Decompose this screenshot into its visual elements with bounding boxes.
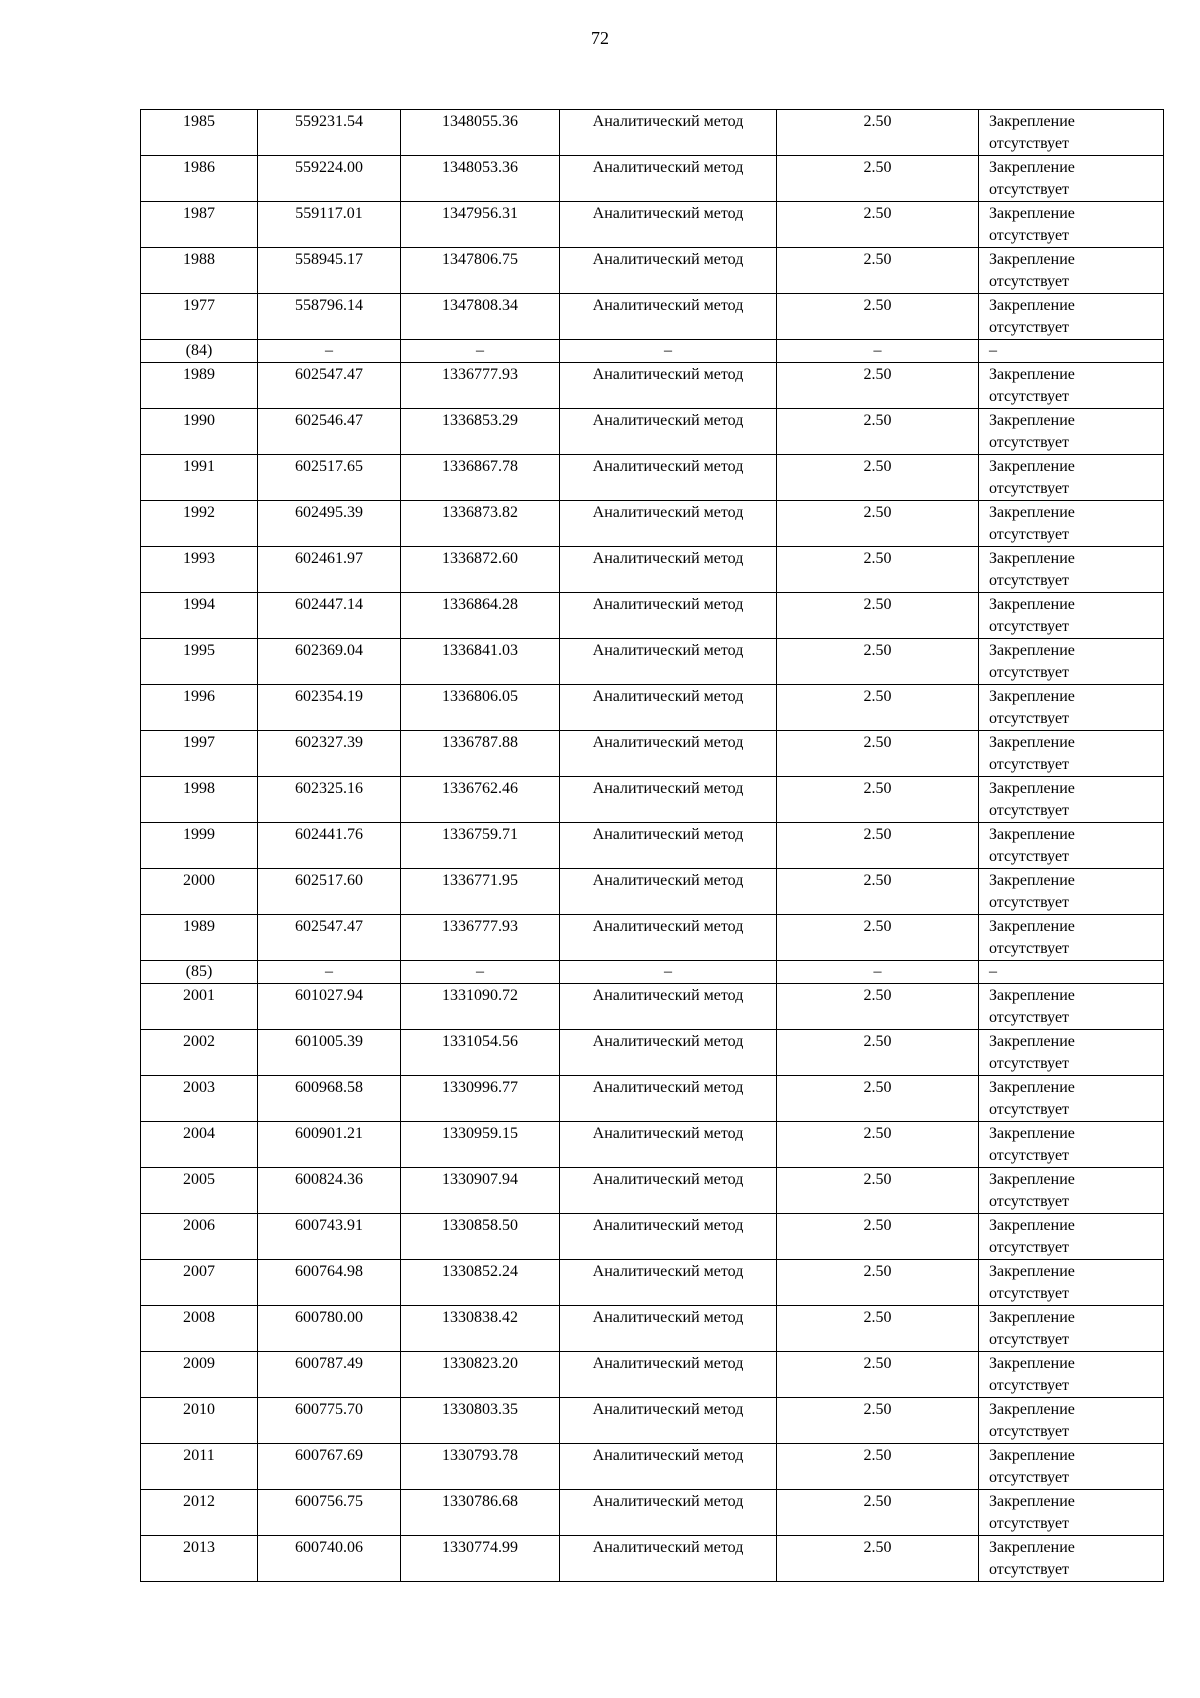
accuracy-cell: 2.50 xyxy=(777,1168,979,1214)
table-row xyxy=(141,294,1164,340)
y-coordinate-cell: 1330774.99 xyxy=(401,1536,560,1582)
method-cell: Аналитический метод xyxy=(560,1536,777,1582)
accuracy-cell: 2.50 xyxy=(777,731,979,777)
fixing-cell: Закрепление отсутствует xyxy=(979,1168,1164,1214)
point-number-cell: 2003 xyxy=(141,1076,258,1122)
point-number-cell: 1993 xyxy=(141,547,258,593)
x-coordinate-cell: 600780.00 xyxy=(258,1306,401,1352)
x-coordinate-cell: 558945.17 xyxy=(258,248,401,294)
accuracy-cell: 2.50 xyxy=(777,294,979,340)
x-coordinate-cell: 602325.16 xyxy=(258,777,401,823)
table-row xyxy=(141,1260,1164,1306)
fixing-cell: Закрепление отсутствует xyxy=(979,984,1164,1030)
accuracy-cell: 2.50 xyxy=(777,1030,979,1076)
accuracy-cell: 2.50 xyxy=(777,501,979,547)
method-cell: Аналитический метод xyxy=(560,501,777,547)
x-coordinate-cell: 602546.47 xyxy=(258,409,401,455)
method-cell: Аналитический метод xyxy=(560,777,777,823)
table-row xyxy=(141,1214,1164,1260)
point-number-cell: 1991 xyxy=(141,455,258,501)
y-coordinate-cell: 1336841.03 xyxy=(401,639,560,685)
y-coordinate-cell: 1330858.50 xyxy=(401,1214,560,1260)
point-number-cell: 1997 xyxy=(141,731,258,777)
fixing-cell: Закрепление отсутствует xyxy=(979,1260,1164,1306)
y-coordinate-cell: 1330786.68 xyxy=(401,1490,560,1536)
point-number-cell: 2002 xyxy=(141,1030,258,1076)
point-number-cell: 1999 xyxy=(141,823,258,869)
table-row xyxy=(141,547,1164,593)
accuracy-cell: 2.50 xyxy=(777,1260,979,1306)
method-cell: Аналитический метод xyxy=(560,1076,777,1122)
accuracy-cell: 2.50 xyxy=(777,639,979,685)
coordinates-table-body xyxy=(141,110,1164,1582)
accuracy-cell: 2.50 xyxy=(777,1536,979,1582)
fixing-cell: Закрепление отсутствует xyxy=(979,1490,1164,1536)
fixing-cell: Закрепление отсутствует xyxy=(979,501,1164,547)
accuracy-cell: 2.50 xyxy=(777,1490,979,1536)
y-coordinate-cell: 1330838.42 xyxy=(401,1306,560,1352)
table-row xyxy=(141,1352,1164,1398)
point-number-cell: 2001 xyxy=(141,984,258,1030)
fixing-cell: Закрепление отсутствует xyxy=(979,777,1164,823)
table-row xyxy=(141,639,1164,685)
method-cell: Аналитический метод xyxy=(560,915,777,961)
x-coordinate-cell: 602517.60 xyxy=(258,869,401,915)
x-coordinate-cell: 558796.14 xyxy=(258,294,401,340)
fixing-cell: Закрепление отсутствует xyxy=(979,1076,1164,1122)
accuracy-cell: 2.50 xyxy=(777,363,979,409)
accuracy-cell: 2.50 xyxy=(777,547,979,593)
fixing-cell: Закрепление отсутствует xyxy=(979,1122,1164,1168)
accuracy-cell: – xyxy=(777,961,979,984)
y-coordinate-cell: 1336873.82 xyxy=(401,501,560,547)
method-cell: Аналитический метод xyxy=(560,1352,777,1398)
fixing-cell: Закрепление отсутствует xyxy=(979,156,1164,202)
y-coordinate-cell: 1336777.93 xyxy=(401,363,560,409)
point-number-cell: 1977 xyxy=(141,294,258,340)
method-cell: Аналитический метод xyxy=(560,409,777,455)
y-coordinate-cell: 1330959.15 xyxy=(401,1122,560,1168)
fixing-cell: Закрепление отсутствует xyxy=(979,685,1164,731)
method-cell: Аналитический метод xyxy=(560,823,777,869)
point-number-cell: 1985 xyxy=(141,110,258,156)
fixing-cell: – xyxy=(979,340,1164,363)
x-coordinate-cell: 600767.69 xyxy=(258,1444,401,1490)
method-cell: Аналитический метод xyxy=(560,202,777,248)
point-number-cell: 1990 xyxy=(141,409,258,455)
x-coordinate-cell: 600901.21 xyxy=(258,1122,401,1168)
y-coordinate-cell: 1347808.34 xyxy=(401,294,560,340)
table-row xyxy=(141,1490,1164,1536)
method-cell: Аналитический метод xyxy=(560,1398,777,1444)
table-row xyxy=(141,1076,1164,1122)
accuracy-cell: 2.50 xyxy=(777,110,979,156)
table-row xyxy=(141,915,1164,961)
method-cell: Аналитический метод xyxy=(560,685,777,731)
point-number-cell: 2013 xyxy=(141,1536,258,1582)
x-coordinate-cell: 559117.01 xyxy=(258,202,401,248)
y-coordinate-cell: 1330793.78 xyxy=(401,1444,560,1490)
y-coordinate-cell: 1331090.72 xyxy=(401,984,560,1030)
accuracy-cell: 2.50 xyxy=(777,455,979,501)
coordinates-table xyxy=(140,109,1164,1582)
x-coordinate-cell: 602461.97 xyxy=(258,547,401,593)
y-coordinate-cell: 1336806.05 xyxy=(401,685,560,731)
method-cell: Аналитический метод xyxy=(560,1260,777,1306)
table-row xyxy=(141,455,1164,501)
point-number-cell: 2004 xyxy=(141,1122,258,1168)
x-coordinate-cell: 600756.75 xyxy=(258,1490,401,1536)
point-number-cell: 1987 xyxy=(141,202,258,248)
contour-separator-row xyxy=(141,961,1164,984)
method-cell: Аналитический метод xyxy=(560,731,777,777)
fixing-cell: Закрепление отсутствует xyxy=(979,202,1164,248)
fixing-cell: Закрепление отсутствует xyxy=(979,639,1164,685)
x-coordinate-cell: 600824.36 xyxy=(258,1168,401,1214)
point-number-cell: 2011 xyxy=(141,1444,258,1490)
accuracy-cell: 2.50 xyxy=(777,1214,979,1260)
table-row xyxy=(141,202,1164,248)
accuracy-cell: 2.50 xyxy=(777,869,979,915)
method-cell: Аналитический метод xyxy=(560,455,777,501)
y-coordinate-cell: 1336777.93 xyxy=(401,915,560,961)
method-cell: – xyxy=(560,961,777,984)
table-row xyxy=(141,156,1164,202)
point-number-cell: 1995 xyxy=(141,639,258,685)
table-row xyxy=(141,1122,1164,1168)
method-cell: Аналитический метод xyxy=(560,1030,777,1076)
table-row xyxy=(141,363,1164,409)
page-number: 72 xyxy=(591,28,609,48)
fixing-cell: Закрепление отсутствует xyxy=(979,1306,1164,1352)
table-row xyxy=(141,869,1164,915)
table-row xyxy=(141,110,1164,156)
fixing-cell: Закрепление отсутствует xyxy=(979,1398,1164,1444)
accuracy-cell: 2.50 xyxy=(777,1306,979,1352)
y-coordinate-cell: 1336787.88 xyxy=(401,731,560,777)
x-coordinate-cell: 601005.39 xyxy=(258,1030,401,1076)
method-cell: Аналитический метод xyxy=(560,639,777,685)
method-cell: Аналитический метод xyxy=(560,1490,777,1536)
method-cell: Аналитический метод xyxy=(560,547,777,593)
x-coordinate-cell: 600775.70 xyxy=(258,1398,401,1444)
y-coordinate-cell: – xyxy=(401,961,560,984)
table-row xyxy=(141,685,1164,731)
fixing-cell: Закрепление отсутствует xyxy=(979,593,1164,639)
fixing-cell: Закрепление отсутствует xyxy=(979,455,1164,501)
accuracy-cell: 2.50 xyxy=(777,685,979,731)
table-row xyxy=(141,777,1164,823)
method-cell: Аналитический метод xyxy=(560,1122,777,1168)
point-number-cell: 2005 xyxy=(141,1168,258,1214)
y-coordinate-cell: 1330852.24 xyxy=(401,1260,560,1306)
accuracy-cell: 2.50 xyxy=(777,202,979,248)
fixing-cell: Закрепление отсутствует xyxy=(979,823,1164,869)
accuracy-cell: 2.50 xyxy=(777,1122,979,1168)
accuracy-cell: – xyxy=(777,340,979,363)
point-number-cell: 2000 xyxy=(141,869,258,915)
fixing-cell: Закрепление отсутствует xyxy=(979,869,1164,915)
point-number-cell: (85) xyxy=(141,961,258,984)
x-coordinate-cell: 602354.19 xyxy=(258,685,401,731)
point-number-cell: 1989 xyxy=(141,915,258,961)
fixing-cell: Закрепление отсутствует xyxy=(979,363,1164,409)
accuracy-cell: 2.50 xyxy=(777,915,979,961)
point-number-cell: 2010 xyxy=(141,1398,258,1444)
x-coordinate-cell: 601027.94 xyxy=(258,984,401,1030)
fixing-cell: Закрепление отсутствует xyxy=(979,731,1164,777)
x-coordinate-cell: 600787.49 xyxy=(258,1352,401,1398)
x-coordinate-cell: 602369.04 xyxy=(258,639,401,685)
method-cell: Аналитический метод xyxy=(560,294,777,340)
y-coordinate-cell: 1348053.36 xyxy=(401,156,560,202)
accuracy-cell: 2.50 xyxy=(777,1076,979,1122)
table-row xyxy=(141,409,1164,455)
method-cell: – xyxy=(560,340,777,363)
accuracy-cell: 2.50 xyxy=(777,777,979,823)
table-row xyxy=(141,1168,1164,1214)
table-row xyxy=(141,731,1164,777)
point-number-cell: 1992 xyxy=(141,501,258,547)
accuracy-cell: 2.50 xyxy=(777,1352,979,1398)
y-coordinate-cell: 1336762.46 xyxy=(401,777,560,823)
point-number-cell: 2012 xyxy=(141,1490,258,1536)
point-number-cell: 1994 xyxy=(141,593,258,639)
method-cell: Аналитический метод xyxy=(560,1306,777,1352)
y-coordinate-cell: 1348055.36 xyxy=(401,110,560,156)
method-cell: Аналитический метод xyxy=(560,363,777,409)
y-coordinate-cell: – xyxy=(401,340,560,363)
table-row xyxy=(141,984,1164,1030)
x-coordinate-cell: 559224.00 xyxy=(258,156,401,202)
fixing-cell: Закрепление отсутствует xyxy=(979,110,1164,156)
y-coordinate-cell: 1336867.78 xyxy=(401,455,560,501)
x-coordinate-cell: 600968.58 xyxy=(258,1076,401,1122)
accuracy-cell: 2.50 xyxy=(777,1398,979,1444)
x-coordinate-cell: 600764.98 xyxy=(258,1260,401,1306)
y-coordinate-cell: 1330907.94 xyxy=(401,1168,560,1214)
point-number-cell: 2008 xyxy=(141,1306,258,1352)
accuracy-cell: 2.50 xyxy=(777,1444,979,1490)
y-coordinate-cell: 1347956.31 xyxy=(401,202,560,248)
accuracy-cell: 2.50 xyxy=(777,409,979,455)
y-coordinate-cell: 1336853.29 xyxy=(401,409,560,455)
table-row xyxy=(141,1306,1164,1352)
table-row xyxy=(141,248,1164,294)
accuracy-cell: 2.50 xyxy=(777,823,979,869)
method-cell: Аналитический метод xyxy=(560,1214,777,1260)
x-coordinate-cell: 602547.47 xyxy=(258,363,401,409)
fixing-cell: – xyxy=(979,961,1164,984)
fixing-cell: Закрепление отсутствует xyxy=(979,1536,1164,1582)
table-row xyxy=(141,823,1164,869)
point-number-cell: 2007 xyxy=(141,1260,258,1306)
x-coordinate-cell: 600743.91 xyxy=(258,1214,401,1260)
table-row xyxy=(141,1030,1164,1076)
point-number-cell: (84) xyxy=(141,340,258,363)
point-number-cell: 2009 xyxy=(141,1352,258,1398)
method-cell: Аналитический метод xyxy=(560,110,777,156)
point-number-cell: 2006 xyxy=(141,1214,258,1260)
fixing-cell: Закрепление отсутствует xyxy=(979,915,1164,961)
point-number-cell: 1998 xyxy=(141,777,258,823)
accuracy-cell: 2.50 xyxy=(777,248,979,294)
x-coordinate-cell: 602547.47 xyxy=(258,915,401,961)
point-number-cell: 1989 xyxy=(141,363,258,409)
point-number-cell: 1996 xyxy=(141,685,258,731)
method-cell: Аналитический метод xyxy=(560,248,777,294)
table-row xyxy=(141,1536,1164,1582)
y-coordinate-cell: 1336864.28 xyxy=(401,593,560,639)
y-coordinate-cell: 1330823.20 xyxy=(401,1352,560,1398)
x-coordinate-cell: 602517.65 xyxy=(258,455,401,501)
table-row xyxy=(141,1398,1164,1444)
y-coordinate-cell: 1347806.75 xyxy=(401,248,560,294)
y-coordinate-cell: 1330996.77 xyxy=(401,1076,560,1122)
table-row xyxy=(141,593,1164,639)
fixing-cell: Закрепление отсутствует xyxy=(979,1352,1164,1398)
x-coordinate-cell: 559231.54 xyxy=(258,110,401,156)
method-cell: Аналитический метод xyxy=(560,984,777,1030)
y-coordinate-cell: 1336872.60 xyxy=(401,547,560,593)
y-coordinate-cell: 1331054.56 xyxy=(401,1030,560,1076)
x-coordinate-cell: 602447.14 xyxy=(258,593,401,639)
x-coordinate-cell: 602327.39 xyxy=(258,731,401,777)
x-coordinate-cell: 602495.39 xyxy=(258,501,401,547)
fixing-cell: Закрепление отсутствует xyxy=(979,547,1164,593)
table-row xyxy=(141,1444,1164,1490)
method-cell: Аналитический метод xyxy=(560,1168,777,1214)
point-number-cell: 1988 xyxy=(141,248,258,294)
point-number-cell: 1986 xyxy=(141,156,258,202)
x-coordinate-cell: – xyxy=(258,340,401,363)
table-row xyxy=(141,501,1164,547)
x-coordinate-cell: 602441.76 xyxy=(258,823,401,869)
y-coordinate-cell: 1336771.95 xyxy=(401,869,560,915)
accuracy-cell: 2.50 xyxy=(777,984,979,1030)
y-coordinate-cell: 1336759.71 xyxy=(401,823,560,869)
fixing-cell: Закрепление отсутствует xyxy=(979,1444,1164,1490)
contour-separator-row xyxy=(141,340,1164,363)
fixing-cell: Закрепление отсутствует xyxy=(979,1214,1164,1260)
x-coordinate-cell: – xyxy=(258,961,401,984)
y-coordinate-cell: 1330803.35 xyxy=(401,1398,560,1444)
method-cell: Аналитический метод xyxy=(560,869,777,915)
fixing-cell: Закрепление отсутствует xyxy=(979,1030,1164,1076)
fixing-cell: Закрепление отсутствует xyxy=(979,294,1164,340)
x-coordinate-cell: 600740.06 xyxy=(258,1536,401,1582)
fixing-cell: Закрепление отсутствует xyxy=(979,409,1164,455)
method-cell: Аналитический метод xyxy=(560,593,777,639)
fixing-cell: Закрепление отсутствует xyxy=(979,248,1164,294)
method-cell: Аналитический метод xyxy=(560,1444,777,1490)
method-cell: Аналитический метод xyxy=(560,156,777,202)
accuracy-cell: 2.50 xyxy=(777,593,979,639)
accuracy-cell: 2.50 xyxy=(777,156,979,202)
